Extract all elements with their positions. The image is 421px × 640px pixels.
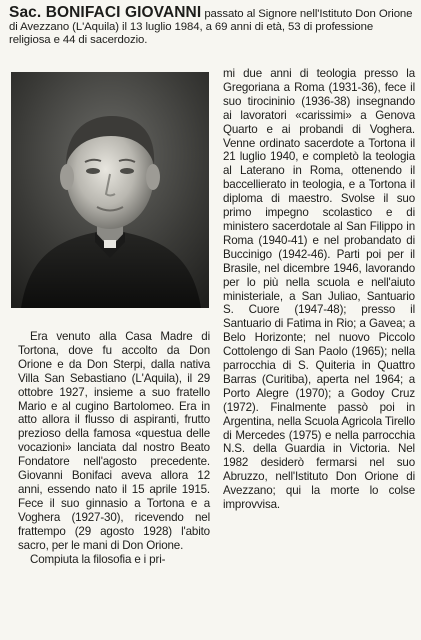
left-text-column [18, 330, 210, 566]
right-text-column [223, 67, 415, 512]
body-paragraph-2-start: Compiuta la filosofia e i pri- [30, 552, 166, 566]
priest-name: Sac. BONIFACI GIOVANNI [9, 4, 202, 21]
body-paragraph-2-continued: mi due anni di teologia presso la Gregoriana a Roma (1931-36), fece il suo tirocininio (1936-38) insegnando ai lavoratori «carissimi» a Genova Quarto e ai probandi di Voghera. Venne ordinato sacerdote a Tortona il 21 luglio 1940, e completò la teologia al Laterano in Roma, ottenendo il baccellierato in teologia, e a Tortona il diploma di maestro. Svolse il suo primo impegno scolastico e di ministero sacerdotale al San Filippo in Roma (1940-41) e nel probandato di Buccinigo (1942-46). Parti poi per il Brasile, nel dicembre 1946, lavorando per lo più nella scuola e nell'aiuto ministeriale, a San Juliao, Santuario S. Cuore (1947-48); presso il Santuario di Fatima in Rio; a Gavea; a Belo Horizonte; nel nuovo Piccolo Cottolengo di San Paolo (1965); nella parrocchia di S. Quiteria in Quattro Barras (Curitiba), aperta nel 1964; a Porto Alegre (1970); a Godoy Cruz (1972). Finalmente passò poi in Argentina, nella Scuola Agricola Tirello di Mercedes (1975) e nella parrocchia N.S. della Guardia in Victoria. Nel 1982 desiderò fermarsi nel suo Abruzzo, nell'Istituto Don Orione di Avezzano; qui la morte lo colse improvvisa. [223, 67, 415, 512]
portrait-photo [11, 72, 209, 308]
body-paragraph-1: Era venuto alla Casa Madre di Tortona, dove fu accolto da Don Orione e da Don Sterpi, dalla nativa Villa San Sebastiano (L'Aquila), il 29 ottobre 1927, insieme a suo fratello Mario e al cugino Bartolomeo. Era in atto allora il flusso di aspiranti, frutto prezioso della famosa «questua delle vocazioni» lanciata dal nostro Beato Fondatore nell'agosto precedente. Giovanni Bonifaci aveva allora 12 anni, essendo nato il 15 aprile 1915. Fece il suo ginnasio a Tortona e a Voghera (1927-30), ricevendo nel frattempo (29 agosto 1928) l'abito sacro, per le mani di Don Orione. [18, 330, 210, 552]
header-intro-text: passato al Signore nell'Istituto Don Orione di Avezzano (L'Aquila) il 13 luglio 1984, a 69 anni di età, 53 di professione religiosa e 44 di sacerdozio. [9, 8, 413, 47]
obituary-header [9, 6, 415, 48]
portrait-image [11, 72, 209, 308]
